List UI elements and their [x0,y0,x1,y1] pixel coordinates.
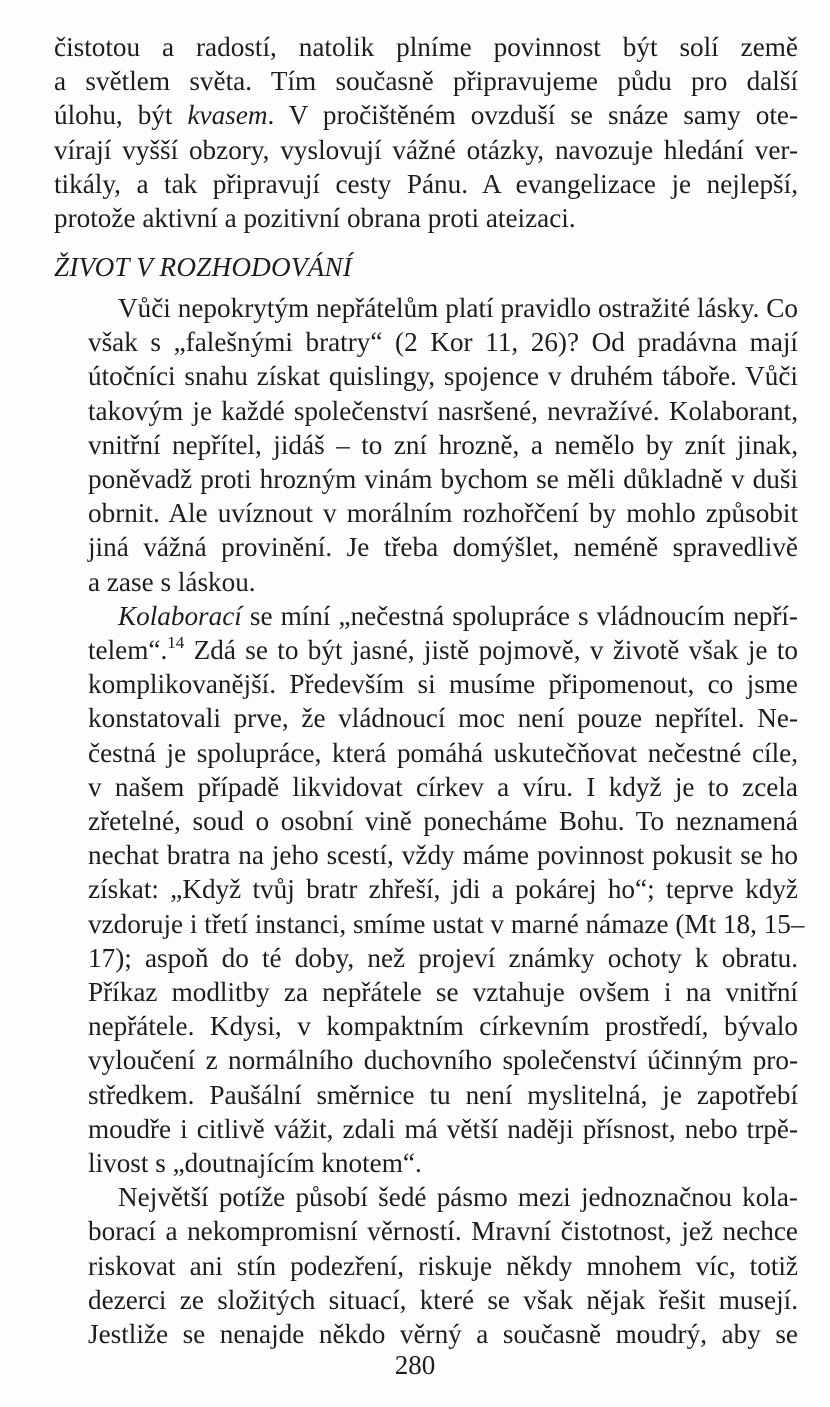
text-line: livost s „doutnajícím knotem“. [88,1148,422,1179]
text-line: komplikovanější. Především si musíme připomenout, co jsme [88,669,798,700]
text-line: Největší potíže působí šedé pásmo mezi jednoznačnou kola- [118,1182,798,1213]
text-line: Jestliže se nenajde někdo věrný a současně moudrý, aby se [88,1319,798,1350]
footnote-reference: 14 [167,633,185,653]
text-fragment: telem“. [88,635,168,666]
paragraph [54,599,805,1180]
text-fragment: Zdá se to být jasné, jistě pojmově, v životě však je to [184,635,798,666]
italic-term: Kolaborací [118,600,242,631]
text-line: úlohu, být kvasem. V pročištěném ovzduší se snáze samy ote- [54,100,798,131]
italic-term: kvasem [187,100,268,131]
text-line: zřetelné, soud o osobní vině ponecháme Bohu. To neznamená [88,806,798,837]
text-line: vzdoruje i třetí instanci, smíme ustat v marné námaze (Mt 18, 15– [88,908,805,939]
text-line: riskovat ani stín podezření, riskuje někdy mnohem víc, totiž [88,1250,798,1281]
paragraph [54,291,798,599]
text-line: 17); aspoň do té doby, než projeví známky ochoty k obratu. [88,942,798,973]
text-line: vyloučení z normálního duchovního společenství účinným pro- [88,1045,798,1076]
paragraph-continued [54,30,798,235]
text-line: nechat bratra na jeho scestí, vždy máme povinnost pokusit se ho [88,840,798,871]
page-number: 280 [394,1350,436,1380]
text-line: nepřátele. Kdysi, v kompaktním církevním prostředí, bývalo [88,1011,798,1042]
text-line: Příkaz modlitby za nepřátele se vztahuje ovšem i na vnitřní [88,977,798,1008]
text-line: borací a nekompromisní věrností. Mravní čistotnost, jež nechce [88,1216,798,1247]
text-line: tikály, a tak připravují cesty Pánu. A evangelizace je nejlepší, [54,168,798,199]
text-line: středkem. Paušální směrnice tu není myslitelná, je zapotřebí [88,1079,798,1110]
text-line: dezerci ze složitých situací, které se však nějak řešit musejí. [88,1284,798,1315]
text-line: získat: „Když tvůj bratr zhřeší, jdi a pokárej ho“; teprve když [88,874,798,905]
text-line: poněvadž proti hrozným vinám bychom se měli důkladně v duši [88,464,798,495]
text-line: jiná vážná provinění. Je třeba domýšlet, neméně spravedlivě [88,532,798,563]
paragraph [54,1180,798,1351]
section-heading: ŽIVOT V ROZHODOVÁNÍ [54,252,353,282]
text-line: takovým je každé společenství nasršené, nevražívé. Kolaborant, [88,395,798,426]
text-line: v našem případě likvidovat církev a víru. I když je to zcela [88,771,798,802]
text-line: a zase s láskou. [88,566,256,597]
text-line: Vůči nepokrytým nepřátelům platí pravidlo ostražité lásky. Co [118,293,798,323]
text-line: protože aktivní a pozitivní obrana proti ateizaci. [54,203,576,234]
text-line: moudře i citlivě vážit, zdali má větší naději přísnost, nebo trpě- [88,1113,798,1144]
text-line: a světlem světa. Tím současně připravujeme půdu pro další [54,66,798,97]
text-line: čistotou a radostí, natolik plníme povinnost být solí země [54,32,798,62]
text-fragment: se míní „nečestná spolupráce s vládnoucím nepří- [241,600,798,631]
text-line: konstatovali prve, že vládnoucí moc není pouze nepřítel. Ne- [88,703,798,734]
text-line: obrnit. Ale uvíznout v morálním rozhořčení by mohlo způsobit [88,498,798,529]
text-line [54,599,798,633]
text-line: vírají vyšší obzory, vyslovují vážné otázky, navozuje hledání ver- [54,134,798,165]
text-line: však s „falešnými bratry“ (2 Kor 11, 26)? Od pradávna mají [88,327,798,358]
text-line [54,633,798,667]
section-body [54,291,805,1351]
text-line: útočníci snahu získat quislingy, spojence v druhém táboře. Vůči [88,361,798,392]
text-line: vnitřní nepřítel, jidáš – to zní hrozně, a nemělo by znít jinak, [88,429,798,460]
text-line: čestná je spolupráce, která pomáhá uskutečňovat nečestné cíle, [88,737,798,768]
